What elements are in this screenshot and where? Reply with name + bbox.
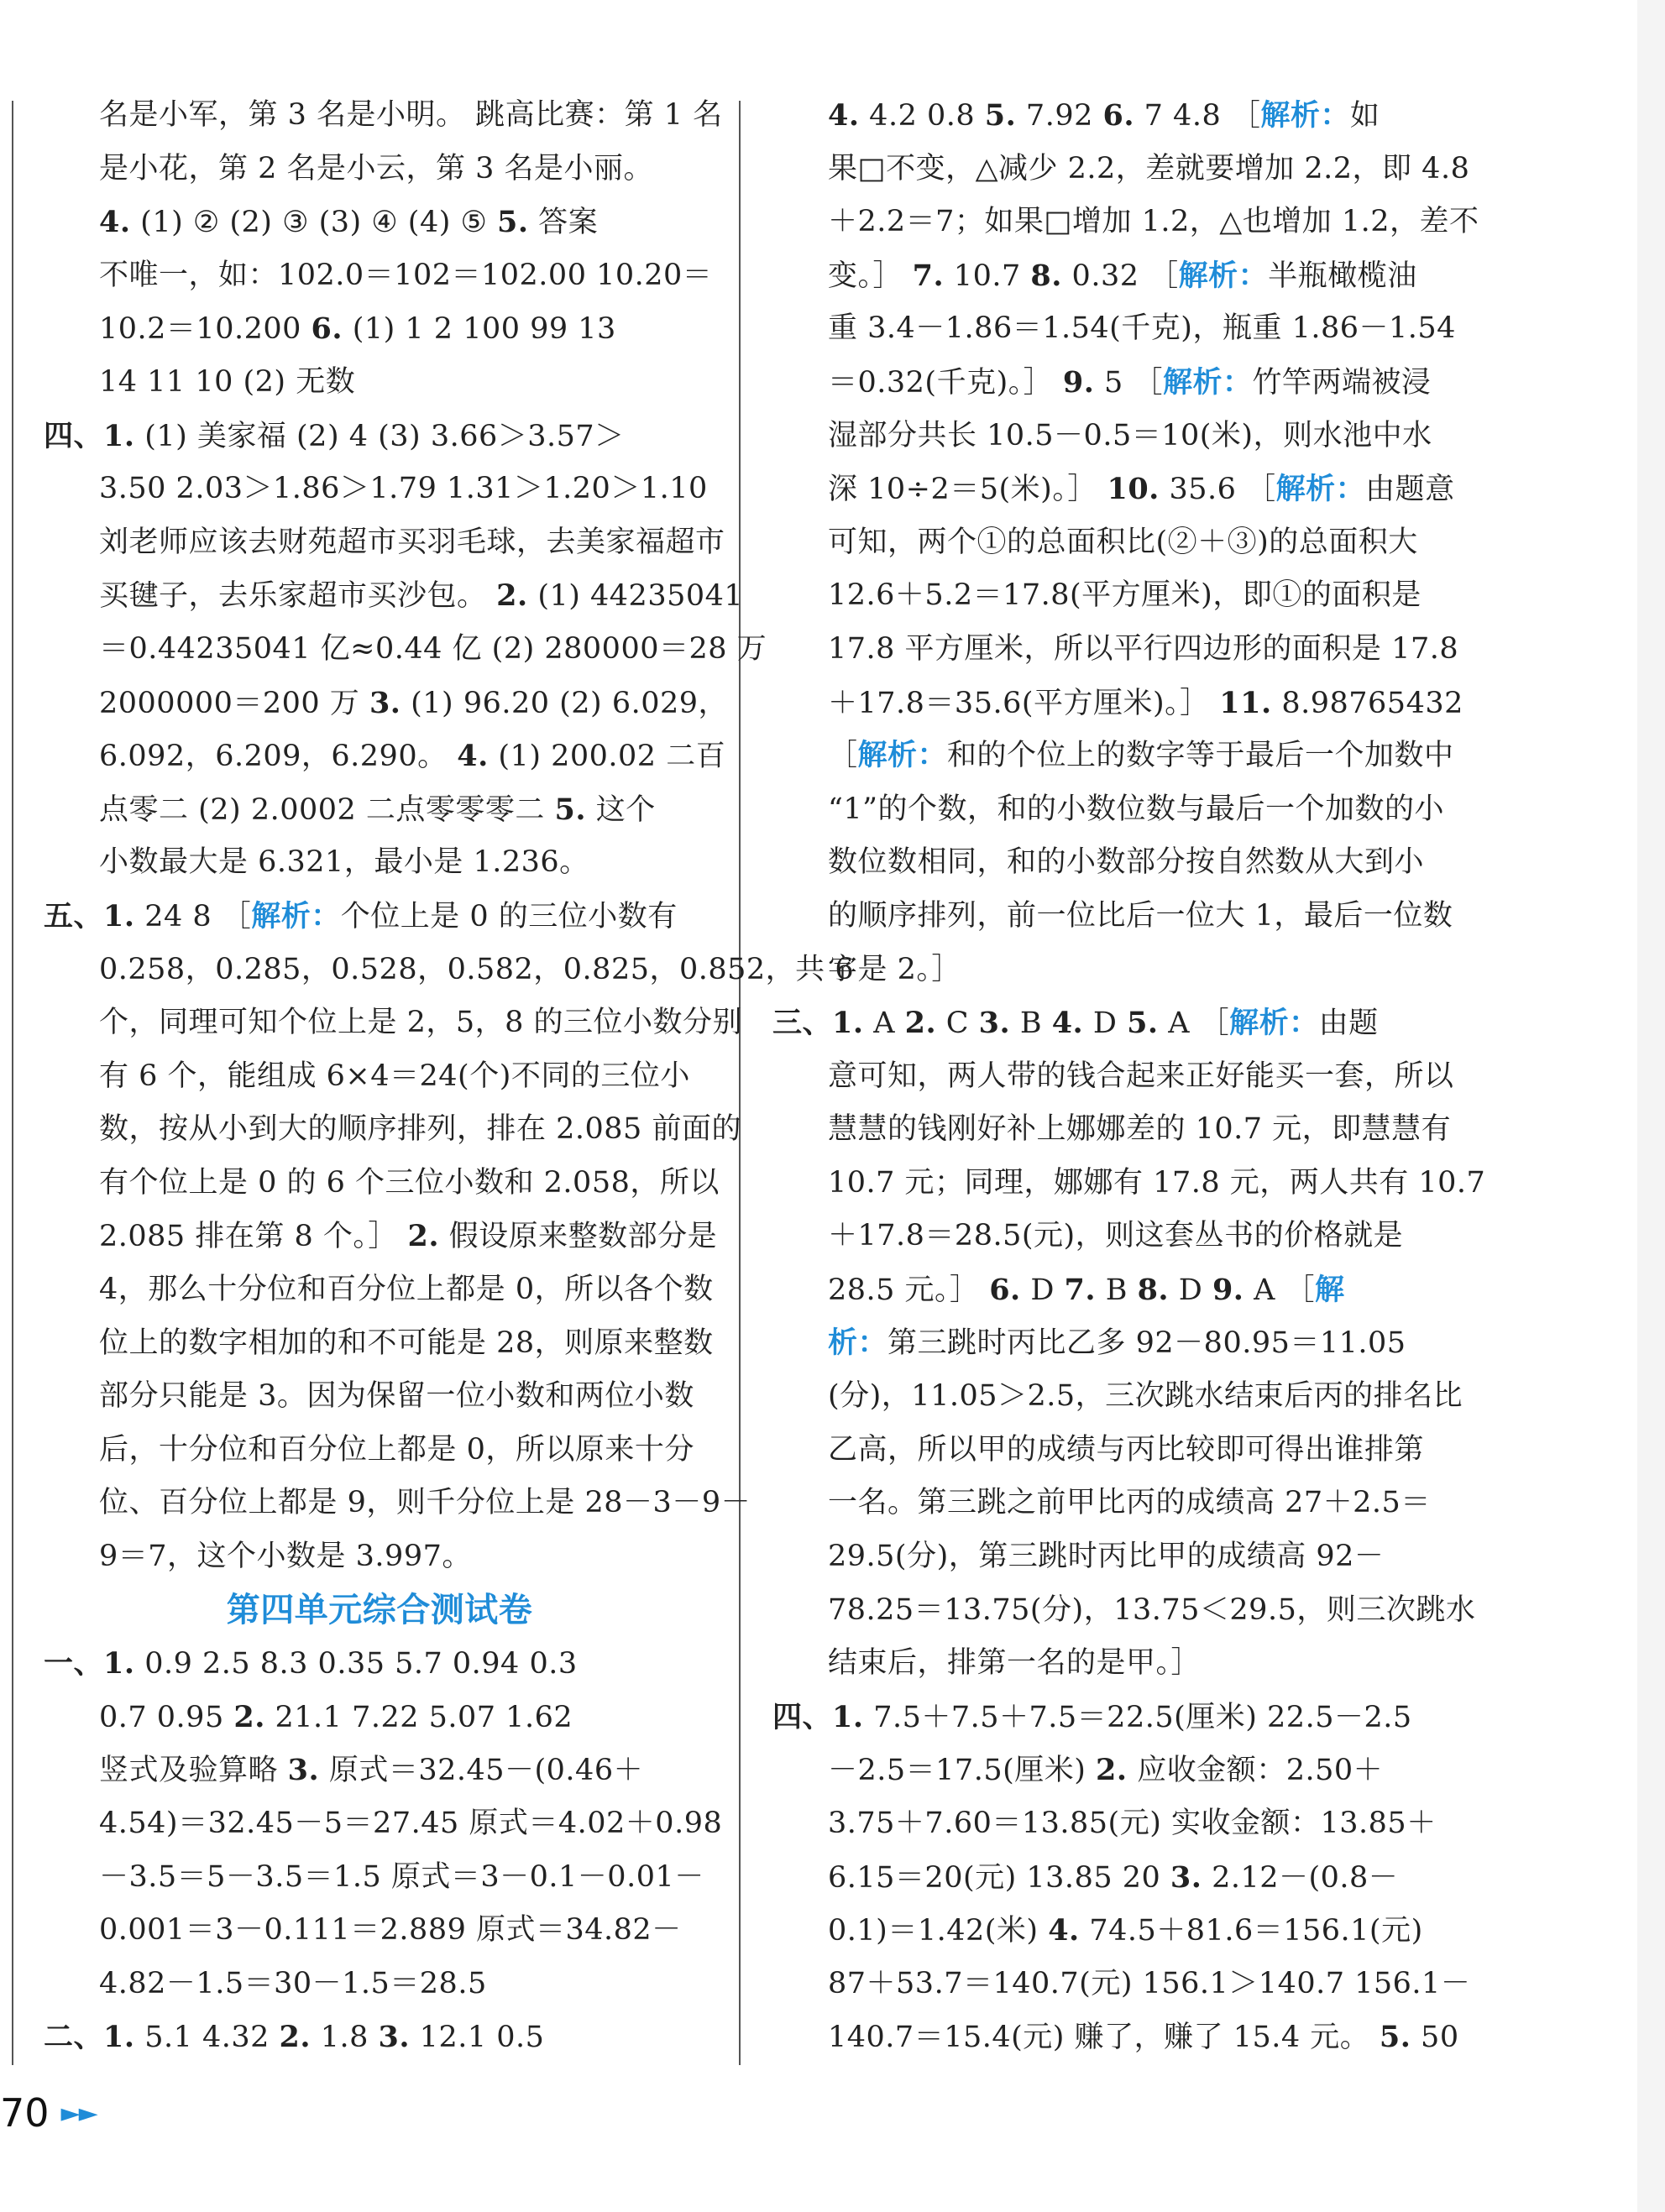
page-number: 70 xyxy=(0,2090,50,2136)
answer-line xyxy=(44,783,715,837)
answer-text: 字是 2。］ xyxy=(828,952,961,986)
answer-text: B xyxy=(1010,1007,1052,1041)
answer-text: 乙高，所以甲的成绩与丙比较即可得出谁排第 xyxy=(828,1432,1425,1467)
answer-text: 可知，两个①的总面积比(②＋③)的总面积大 xyxy=(828,525,1418,559)
answer-line xyxy=(44,1424,715,1477)
analysis-label: 解析： xyxy=(251,899,341,933)
question-number: 5. xyxy=(497,205,529,240)
answer-text: 是小花，第 2 名是小云，第 3 名是小丽。 xyxy=(99,151,654,186)
question-number: 11. xyxy=(1219,685,1272,720)
answer-line xyxy=(772,783,1444,837)
answer-text: (1) 200.02 二百 xyxy=(488,740,726,774)
answer-text: 0.7 0.95 xyxy=(99,1700,234,1734)
question-number: 2. xyxy=(279,2020,312,2055)
answer-text: ＋2.2＝7；如果□增加 1.2，△也增加 1.2，差不 xyxy=(828,205,1479,239)
answer-line xyxy=(772,623,1459,677)
answer-text: 10.2＝10.200 xyxy=(99,312,312,347)
answer-line xyxy=(772,249,1444,303)
answer-line xyxy=(772,1637,1444,1691)
answer-text: 10.7 元；同理，娜娜有 17.8 元，两人共有 10.7 xyxy=(828,1165,1486,1200)
answer-line xyxy=(44,1637,715,1691)
answer-text: ＝0.32(千克)。］ xyxy=(828,365,1063,400)
section-number: 四、 xyxy=(772,1699,833,1734)
answer-text: 17.8 平方厘米，所以平行四边形的面积是 17.8 xyxy=(828,631,1459,666)
answer-text: 4.2 0.8 xyxy=(859,99,985,133)
question-number: 9. xyxy=(1212,1273,1244,1308)
answer-line xyxy=(772,1210,1444,1263)
answer-line xyxy=(772,1691,1444,1744)
answer-line xyxy=(772,944,1444,997)
answer-line xyxy=(44,890,715,944)
answer-text: 应收金额：2.50＋ xyxy=(1127,1754,1384,1788)
answer-text: 竹竿两端被浸 xyxy=(1252,365,1432,400)
answer-text: 2.085 排在第 8 个。］ xyxy=(99,1220,408,1254)
answer-line xyxy=(44,1530,715,1584)
answer-line xyxy=(44,2011,715,2064)
answer-text: A ［ xyxy=(1158,1007,1230,1041)
answer-text: 24 8 ［ xyxy=(134,899,252,933)
answer-line xyxy=(772,1904,1444,1958)
answer-text: ＝0.44235041 亿≈0.44 亿 (2) 280000＝28 万 xyxy=(99,631,767,666)
answer-text: 数，按从小到大的顺序排列，排在 2.085 前面的 xyxy=(99,1112,741,1147)
answer-text: 的顺序排列，前一位比后一位大 1，最后一位数 xyxy=(828,898,1453,933)
analysis-label: 解析： xyxy=(1162,365,1253,400)
analysis-label: 解析： xyxy=(1260,99,1350,133)
answer-text: 果□不变，△减少 2.2，差就要增加 2.2，即 4.8 xyxy=(828,151,1470,186)
answer-text: 慧慧的钱刚好补上娜娜差的 10.7 元，即慧慧有 xyxy=(828,1112,1452,1147)
answer-line xyxy=(44,463,715,516)
answer-line xyxy=(44,569,744,623)
answer-line xyxy=(772,196,1479,249)
answer-line xyxy=(772,1584,1476,1638)
question-number: 6. xyxy=(1102,98,1135,133)
answer-line xyxy=(44,836,715,890)
answer-line xyxy=(772,1157,1486,1211)
answer-text: 0.9 2.5 8.3 0.35 5.7 0.94 0.3 xyxy=(134,1647,578,1681)
section-number: 二、 xyxy=(44,2020,104,2055)
answer-line xyxy=(772,1424,1444,1477)
answer-line xyxy=(44,1691,715,1744)
answer-line xyxy=(44,89,723,143)
question-number: 5. xyxy=(1127,1006,1159,1041)
page-edge-shadow xyxy=(1637,0,1665,2212)
answer-line xyxy=(772,356,1444,410)
answer-line xyxy=(772,1103,1452,1157)
section-title: 第四单元综合测试卷 xyxy=(226,1590,533,1629)
answer-text: (1) 1 2 100 99 13 xyxy=(343,312,616,347)
answer-text: 5.1 4.32 xyxy=(134,2021,280,2055)
answer-text: 如 xyxy=(1349,99,1380,133)
answer-text: C xyxy=(936,1007,979,1041)
question-number: 4. xyxy=(1048,1913,1080,1948)
answer-line xyxy=(772,463,1455,516)
question-number: 8. xyxy=(1137,1273,1170,1308)
answer-line xyxy=(44,623,767,677)
answer-text: 第三跳时丙比乙多 92－80.95＝11.05 xyxy=(887,1326,1406,1360)
answer-text: 个，同理可知个位上是 2，5，8 的三位小数分别 xyxy=(99,1006,743,1040)
answer-text: 变。］ xyxy=(828,259,913,293)
answer-line xyxy=(772,1530,1444,1584)
answer-text: 0.32 ［ xyxy=(1061,259,1179,293)
answer-line xyxy=(772,569,1444,623)
answer-text: 不唯一，如：102.0＝102＝102.00 10.20＝ xyxy=(99,258,713,292)
question-number: 5. xyxy=(1379,2020,1411,2055)
question-number: 7. xyxy=(912,258,945,293)
answer-text: 答案 xyxy=(528,206,599,240)
answer-line xyxy=(44,249,715,303)
answer-text: 深 10÷2＝5(米)。］ xyxy=(828,473,1107,507)
answer-line xyxy=(772,516,1444,570)
question-number: 1. xyxy=(103,418,135,453)
answer-text: 位、百分位上都是 9，则千分位上是 28－3－9－ xyxy=(99,1486,751,1520)
answer-text: 7 4.8 ［ xyxy=(1134,99,1261,133)
answer-line xyxy=(44,729,726,783)
answer-line xyxy=(44,143,715,196)
answer-text: 0.001＝3－0.111＝2.889 原式＝34.82－ xyxy=(99,1913,682,1948)
answer-text: 35.6 ［ xyxy=(1159,473,1276,507)
answer-text: 6.15＝20(元) 13.85 20 xyxy=(828,1860,1170,1895)
answer-text: 4，那么十分位和百分位上都是 0，所以各个数 xyxy=(99,1273,714,1307)
answer-line xyxy=(772,143,1470,196)
question-number: 4. xyxy=(457,739,489,774)
answer-line xyxy=(44,1958,715,2011)
question-number: 1. xyxy=(103,898,135,933)
section-number: 一、 xyxy=(44,1646,104,1681)
answer-text: 和的个位上的数字等于最后一个加数中 xyxy=(947,739,1454,773)
answer-line xyxy=(44,410,715,463)
answer-text: 有 6 个，能组成 6×4＝24(个)不同的三位小 xyxy=(99,1059,690,1093)
analysis-label: 析： xyxy=(828,1326,888,1360)
next-arrows-icon: ►► xyxy=(60,2098,97,2128)
answer-text: 这个 xyxy=(586,792,656,827)
answer-text: ＋17.8＝28.5(元)，则这套丛书的价格就是 xyxy=(828,1219,1404,1253)
answer-text: D xyxy=(1020,1273,1065,1308)
analysis-label: 解析： xyxy=(1275,473,1366,507)
analysis-label: 解 xyxy=(1315,1273,1345,1308)
answer-text: ［ xyxy=(828,739,858,773)
answer-text: 个位上是 0 的三位小数有 xyxy=(340,899,678,933)
answer-text: 12.6＋5.2＝17.8(平方厘米)，即①的面积是 xyxy=(828,578,1422,613)
answer-line xyxy=(772,1050,1454,1104)
question-number: 9. xyxy=(1062,364,1095,400)
left-column xyxy=(44,89,855,2064)
answer-text: 6.092，6.209，6.290。 xyxy=(99,740,458,774)
answer-text: D xyxy=(1169,1273,1212,1308)
left-margin-rule xyxy=(12,101,13,2065)
answer-text: 5 ［ xyxy=(1094,365,1163,400)
answer-line xyxy=(772,2011,1459,2064)
answer-text: (分)，11.05＞2.5，三次跳水结束后丙的排名比 xyxy=(828,1379,1463,1414)
answer-text: 4.54)＝32.45－5＝27.45 原式＝4.02＋0.98 xyxy=(99,1807,723,1840)
answer-line xyxy=(44,196,715,249)
answer-text: D xyxy=(1083,1007,1128,1041)
answer-text: (1) 44235041 xyxy=(527,579,744,614)
question-number: 4. xyxy=(99,205,131,240)
question-number: 5. xyxy=(554,792,587,827)
question-number: 3. xyxy=(287,1753,320,1788)
answer-line xyxy=(772,677,1463,730)
answer-line xyxy=(772,1370,1463,1424)
question-number: 7. xyxy=(1064,1273,1097,1308)
answer-text: 重 3.4－1.86＝1.54(千克)，瓶重 1.86－1.54 xyxy=(828,311,1456,346)
answer-text: 1.8 xyxy=(311,2021,379,2055)
question-number: 6. xyxy=(989,1273,1021,1308)
answer-line xyxy=(772,729,1454,783)
section-number: 五、 xyxy=(44,898,104,933)
answer-text: 有个位上是 0 的 6 个三位小数和 2.058，所以 xyxy=(99,1165,720,1200)
question-number: 1. xyxy=(832,1006,864,1041)
answer-line xyxy=(772,410,1444,463)
section-number: 四、 xyxy=(44,418,104,453)
question-number: 5. xyxy=(984,98,1017,133)
answer-text: 12.1 0.5 xyxy=(410,2021,545,2055)
question-number: 1. xyxy=(103,1646,135,1681)
answer-text: A ［ xyxy=(1244,1273,1316,1308)
answer-text: (1) 96.20 (2) 6.029， xyxy=(401,686,729,720)
answer-text: 0.1)＝1.42(米) xyxy=(828,1914,1049,1948)
answer-line xyxy=(44,1050,715,1104)
question-number: 8. xyxy=(1030,258,1062,293)
question-number: 4. xyxy=(828,98,860,133)
answer-line xyxy=(44,1103,741,1157)
question-number: 3. xyxy=(369,685,401,720)
answer-line xyxy=(772,1317,1444,1371)
answer-line xyxy=(44,302,715,356)
answer-text: －3.5＝5－3.5＝1.5 原式＝3－0.1－0.01－ xyxy=(99,1859,704,1894)
answer-text: 半瓶橄榄油 xyxy=(1268,259,1417,293)
question-number: 2. xyxy=(407,1219,440,1254)
answer-line xyxy=(44,516,725,570)
analysis-label: 解析： xyxy=(857,739,948,773)
answer-text: 7.92 xyxy=(1016,99,1103,133)
answer-text: 4.82－1.5＝30－1.5＝28.5 xyxy=(99,1966,487,2000)
answer-text: 3.75＋7.60＝13.85(元) 实收金额：13.85＋ xyxy=(828,1807,1437,1840)
answer-text: 名是小军，第 3 名是小明。 跳高比赛：第 1 名 xyxy=(99,98,723,132)
answer-text: 湿部分共长 10.5－0.5＝10(米)，则水池中水 xyxy=(828,418,1432,452)
answer-line xyxy=(772,1263,1444,1317)
question-number: 4. xyxy=(1051,1006,1084,1041)
answer-text: 由题 xyxy=(1318,1007,1379,1041)
answer-line xyxy=(44,944,855,997)
answer-text: 2000000＝200 万 xyxy=(99,686,369,720)
answer-line xyxy=(772,1958,1471,2011)
answer-line xyxy=(772,890,1453,944)
section-number: 三、 xyxy=(772,1006,833,1041)
answer-line xyxy=(772,89,1444,143)
answer-text: 7.5＋7.5＋7.5＝22.5(厘米) 22.5－2.5 xyxy=(863,1700,1412,1734)
answer-line xyxy=(44,356,715,410)
answer-text: 29.5(分)，第三跳时丙比甲的成绩高 92－ xyxy=(828,1540,1385,1574)
question-number: 3. xyxy=(978,1006,1011,1041)
answer-text: B xyxy=(1096,1273,1138,1308)
page-footer xyxy=(0,2090,97,2136)
answer-text: 意可知，两人带的钱合起来正好能买一套，所以 xyxy=(828,1059,1454,1093)
answer-text: (1) ② (2) ③ (3) ④ (4) ⑤ xyxy=(130,206,497,240)
answer-line xyxy=(44,1317,715,1371)
answer-text: “1”的个数，和的小数位数与最后一个加数的小 xyxy=(828,792,1445,826)
answer-text: 74.5＋81.6＝156.1(元) xyxy=(1079,1914,1423,1948)
answer-text: 50 xyxy=(1411,2021,1459,2055)
answer-text: 28.5 元。］ xyxy=(828,1273,990,1308)
right-column xyxy=(772,89,1486,2064)
answer-text: 假设原来整数部分是 xyxy=(439,1220,718,1254)
answer-line xyxy=(772,996,1444,1050)
answer-line xyxy=(772,1477,1444,1530)
answer-text: 位上的数字相加的和不可能是 28，则原来整数 xyxy=(99,1326,714,1360)
answer-line xyxy=(772,836,1444,890)
answer-line xyxy=(772,1851,1444,1905)
answer-text: 刘老师应该去财苑超市买羽毛球，去美家福超市 xyxy=(99,525,725,559)
answer-line xyxy=(44,1797,723,1851)
answer-text: 78.25＝13.75(分)，13.75＜29.5，则三次跳水 xyxy=(828,1592,1476,1627)
answer-line xyxy=(44,996,743,1050)
question-number: 2. xyxy=(1096,1753,1128,1788)
answer-text: 0.258，0.285，0.528，0.582，0.825，0.852，共 6 xyxy=(99,952,855,986)
answer-line xyxy=(44,1477,751,1530)
answer-line xyxy=(44,1851,715,1905)
question-number: 3. xyxy=(378,2020,411,2055)
question-number: 2. xyxy=(233,1699,265,1734)
question-number: 1. xyxy=(832,1699,864,1734)
answer-text: 一名。第三跳之前甲比丙的成绩高 27＋2.5＝ xyxy=(828,1486,1431,1520)
analysis-label: 解析： xyxy=(1229,1007,1319,1041)
answer-text: 8.98765432 xyxy=(1271,686,1463,720)
answer-line xyxy=(772,302,1456,356)
answer-line xyxy=(44,677,729,730)
answer-text: 数位数相同，和的小数部分按自然数从大到小 xyxy=(828,845,1425,880)
answer-line xyxy=(44,1370,715,1424)
answer-line xyxy=(772,1797,1444,1851)
answer-text: (1) 美家福 (2) 4 (3) 3.66＞3.57＞ xyxy=(134,419,625,453)
answer-text: 部分只能是 3。因为保留一位小数和两位小数 xyxy=(99,1379,694,1414)
answer-text: 结束后，排第一名的是甲。］ xyxy=(828,1646,1202,1681)
answer-text: 10.7 xyxy=(944,259,1031,293)
answer-text: 21.1 7.22 5.07 1.62 xyxy=(264,1700,573,1734)
answer-line xyxy=(772,1744,1444,1797)
answer-text: A xyxy=(863,1007,905,1041)
answer-text: 14 11 10 (2) 无数 xyxy=(99,364,356,399)
answer-text: 由题意 xyxy=(1365,473,1455,507)
answer-line xyxy=(44,1904,715,1958)
answer-text: 点零二 (2) 2.0002 二点零零零二 xyxy=(99,792,555,827)
answer-text: 2.12－(0.8－ xyxy=(1202,1860,1399,1895)
answer-text: 3.50 2.03＞1.86＞1.79 1.31＞1.20＞1.10 xyxy=(99,472,708,506)
answer-text: 竖式及验算略 xyxy=(99,1754,288,1788)
answer-text: －2.5＝17.5(厘米) xyxy=(828,1754,1097,1788)
answer-text: 140.7＝15.4(元) 赚了，赚了 15.4 元。 xyxy=(828,2021,1380,2055)
answer-line xyxy=(44,1210,718,1263)
column-divider xyxy=(739,101,741,2065)
answer-line xyxy=(44,1157,720,1211)
question-number: 10. xyxy=(1107,472,1160,507)
answer-text: 9＝7，这个小数是 3.997。 xyxy=(99,1540,472,1574)
answer-line xyxy=(44,1744,715,1797)
question-number: 6. xyxy=(311,311,343,347)
analysis-label: 解析： xyxy=(1178,259,1269,293)
answer-text: 买毽子，去乐家超市买沙包。 xyxy=(99,579,497,614)
question-number: 1. xyxy=(103,2020,135,2055)
question-number: 2. xyxy=(496,578,528,614)
answer-line xyxy=(44,1263,715,1317)
answer-text: 小数最大是 6.321，最小是 1.236。 xyxy=(99,845,589,880)
question-number: 2. xyxy=(904,1006,937,1041)
answer-text: ＋17.8＝35.6(平方厘米)。］ xyxy=(828,686,1220,720)
question-number: 3. xyxy=(1170,1859,1202,1895)
answer-text: 原式＝32.45－(0.46＋ xyxy=(319,1754,644,1788)
answer-text: 后，十分位和百分位上都是 0，所以原来十分 xyxy=(99,1432,694,1467)
answer-text: 87＋53.7＝140.7(元) 156.1＞140.7 156.1－ xyxy=(828,1966,1471,2000)
